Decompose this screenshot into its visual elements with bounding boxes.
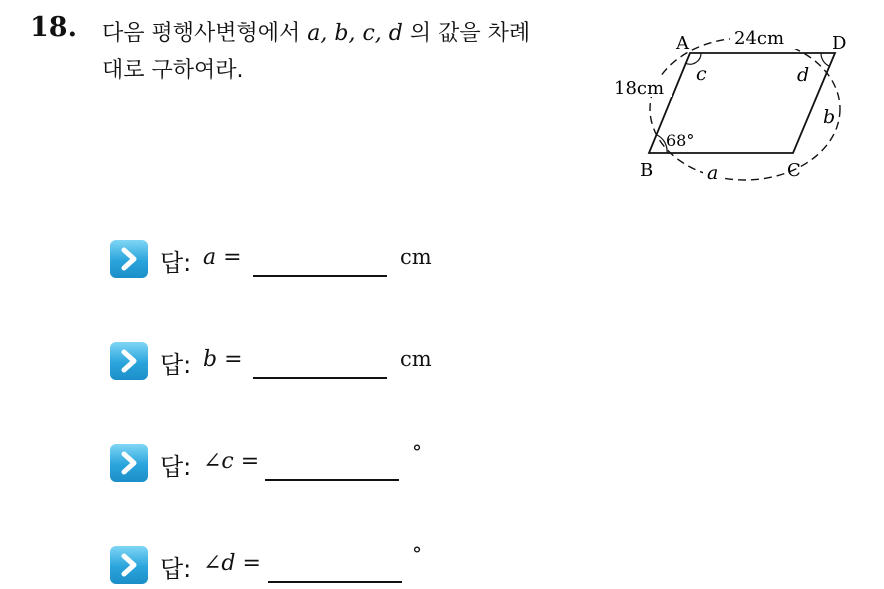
vertex-b-label: B: [640, 160, 654, 181]
answer-blank-d[interactable]: [268, 581, 402, 583]
side-b-variable: b: [823, 106, 836, 128]
answer-unit: cm: [400, 347, 432, 371]
question-number: 18.: [30, 12, 77, 43]
answer-unit: °: [412, 440, 422, 464]
angle-d-variable: d: [797, 64, 810, 86]
question-text-line1: [102, 16, 530, 47]
parallelogram-figure: [606, 20, 856, 190]
answer-blank-c[interactable]: [265, 479, 399, 481]
question-text-post: 의 값을 차례: [402, 21, 531, 46]
angle-b-value: 68°: [666, 131, 695, 150]
answer-label: 답:: [160, 351, 192, 379]
answer-unit: cm: [400, 245, 432, 269]
angle-c-variable: c: [696, 63, 707, 85]
vertex-a-label: A: [676, 33, 689, 54]
question-text-pre: 다음 평행사변형에서: [102, 21, 308, 46]
question-variables: a, b, c, d: [307, 21, 403, 46]
answer-blank-a[interactable]: [253, 275, 387, 277]
vertex-d-label: D: [832, 33, 847, 54]
top-side-length: 24cm: [734, 28, 785, 49]
chevron-right-icon: [110, 546, 148, 584]
vertex-c-label: C: [787, 160, 801, 181]
answer-unit: °: [412, 542, 422, 566]
answer-expression: ∠c =: [203, 449, 260, 474]
answer-blank-b[interactable]: [253, 377, 387, 379]
question-text-line2: 대로 구하여라.: [102, 58, 244, 83]
answer-label: 답:: [160, 249, 192, 277]
chevron-right-icon: [110, 240, 148, 278]
answer-expression: a =: [203, 245, 242, 270]
answer-label: 답:: [160, 555, 192, 583]
side-a-variable: a: [707, 162, 719, 184]
left-side-length: 18cm: [614, 78, 665, 99]
answer-label: 답:: [160, 453, 192, 481]
chevron-right-icon: [110, 342, 148, 380]
chevron-right-icon: [110, 444, 148, 482]
answer-expression: b =: [203, 347, 243, 372]
angle-d-arc: [821, 53, 829, 66]
answer-expression: ∠d =: [203, 551, 261, 576]
